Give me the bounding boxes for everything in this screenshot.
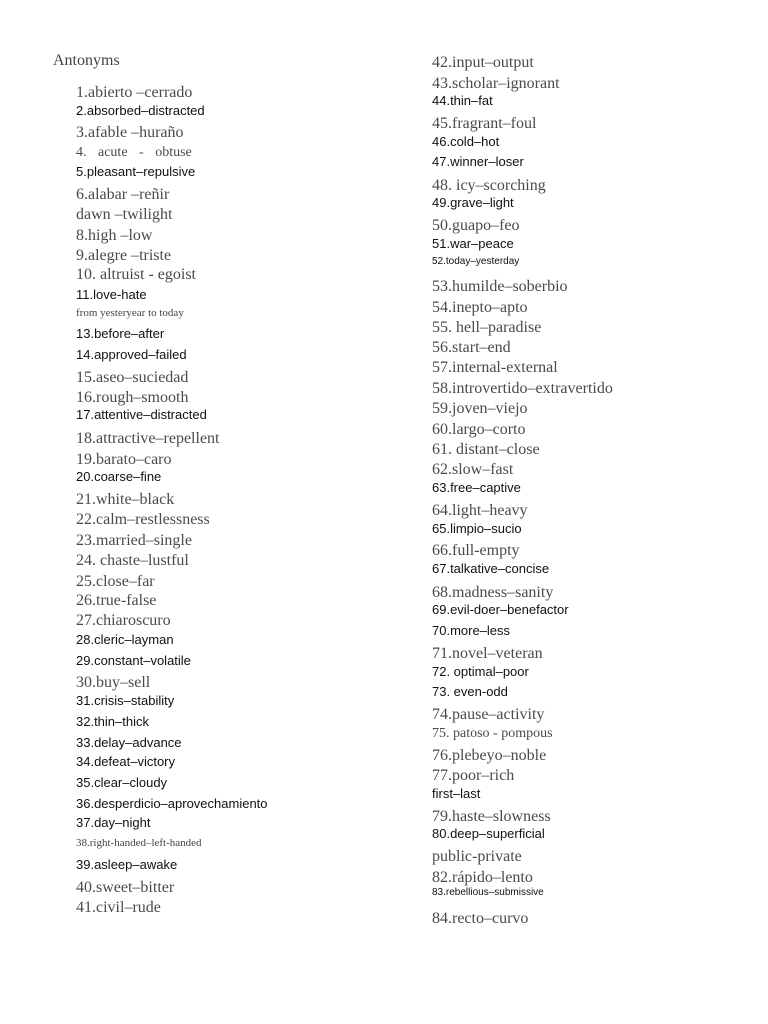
- list-item: 29.constant–volatile: [76, 653, 191, 668]
- list-item: 5.pleasant–repulsive: [76, 164, 196, 179]
- list-item: 41.civil–rude: [76, 899, 161, 916]
- list-item: 50.guapo–feo: [432, 217, 520, 234]
- list-item: 58.introvertido–extravertido: [432, 380, 613, 397]
- list-item: 40.sweet–bitter: [76, 879, 175, 896]
- list-item: 8.high –low: [76, 227, 153, 244]
- list-item: 66.full-empty: [432, 542, 520, 559]
- list-item: 48. icy–scorching: [432, 177, 546, 194]
- list-item: 23.married–single: [76, 532, 192, 549]
- list-item: 56.start–end: [432, 339, 511, 356]
- list-item: 84.recto–curvo: [432, 910, 529, 927]
- list-item: 25.close–far: [76, 573, 155, 590]
- list-item: public-private: [432, 848, 522, 865]
- list-item: 51.war–peace: [432, 236, 514, 251]
- list-item: 69.evil-doer–benefactor: [432, 602, 569, 617]
- list-item: 17.attentive–distracted: [76, 407, 207, 422]
- list-item: 54.inepto–apto: [432, 299, 528, 316]
- list-item: 68.madness–sanity: [432, 584, 554, 601]
- list-item: 30.buy–sell: [76, 674, 151, 691]
- list-item: 6.alabar –reñir: [76, 186, 170, 203]
- list-item: 46.cold–hot: [432, 134, 500, 149]
- list-item: 20.coarse–fine: [76, 469, 162, 484]
- list-item: 72. optimal–poor: [432, 664, 529, 679]
- list-item: 67.talkative–concise: [432, 561, 550, 576]
- list-item: 60.largo–corto: [432, 421, 526, 438]
- list-item: 61. distant–close: [432, 441, 540, 458]
- list-item: 28.cleric–layman: [76, 632, 174, 647]
- list-item: 24. chaste–lustful: [76, 552, 189, 569]
- list-item: 45.fragrant–foul: [432, 115, 537, 132]
- list-item: 74.pause–activity: [432, 706, 545, 723]
- list-item: 82.rápido–lento: [432, 869, 533, 886]
- list-item: 9.alegre –triste: [76, 247, 172, 264]
- list-item: 10. altruist - egoist: [76, 266, 196, 283]
- list-item: 80.deep–superficial: [432, 826, 545, 841]
- list-item: 43.scholar–ignorant: [432, 75, 560, 92]
- list-item: 79.haste–slowness: [432, 808, 551, 825]
- list-item: 64.light–heavy: [432, 502, 528, 519]
- list-item: dawn –twilight: [76, 206, 173, 223]
- list-item: 57.internal-external: [432, 359, 558, 376]
- list-item: 16.rough–smooth: [76, 389, 189, 406]
- list-item: 73. even-odd: [432, 684, 508, 699]
- list-item: 11.love-hate: [76, 287, 147, 302]
- list-item: 14.approved–failed: [76, 347, 187, 362]
- list-item: 76.plebeyo–noble: [432, 747, 547, 764]
- list-item: 1.abierto –cerrado: [76, 84, 193, 101]
- list-item: 52.today–yesterday: [432, 256, 520, 267]
- list-item: 27.chiaroscuro: [76, 612, 171, 629]
- list-item: 22.calm–restlessness: [76, 511, 210, 528]
- list-item: 39.asleep–awake: [76, 857, 178, 872]
- list-item: 33.delay–advance: [76, 735, 182, 750]
- list-item: 62.slow–fast: [432, 461, 514, 478]
- list-item: 26.true-false: [76, 592, 157, 609]
- list-item: 59.joven–viejo: [432, 400, 528, 417]
- list-item: 65.limpio–sucio: [432, 521, 522, 536]
- list-item: 47.winner–loser: [432, 154, 524, 169]
- list-item: 77.poor–rich: [432, 767, 515, 784]
- list-item: 83.rebellious–submissive: [432, 887, 544, 898]
- list-item: 31.crisis–stability: [76, 693, 175, 708]
- list-item: 53.humilde–soberbio: [432, 278, 568, 295]
- list-item: first–last: [432, 786, 481, 801]
- list-item: 15.aseo–suciedad: [76, 369, 189, 386]
- list-item: 35.clear–cloudy: [76, 775, 168, 790]
- list-item: 2.absorbed–distracted: [76, 103, 205, 118]
- list-item: 34.defeat–victory: [76, 754, 176, 769]
- list-item: from yesteryear to today: [76, 307, 184, 319]
- list-item: 38.right-handed–left-handed: [76, 837, 202, 849]
- list-item: 49.grave–light: [432, 195, 514, 210]
- list-item: 70.more–less: [432, 623, 511, 638]
- list-item: 4. acute - obtuse: [76, 145, 192, 160]
- list-item: 19.barato–caro: [76, 451, 172, 468]
- list-item: 44.thin–fat: [432, 93, 493, 108]
- list-item: 75. patoso - pompous: [432, 726, 553, 741]
- list-item: 37.day–night: [76, 815, 151, 830]
- list-item: 36.desperdicio–aprovechamiento: [76, 796, 268, 811]
- list-item: 13.before–after: [76, 326, 165, 341]
- list-item: 32.thin–thick: [76, 714, 149, 729]
- page-title: Antonyms: [53, 52, 120, 69]
- list-item: 21.white–black: [76, 491, 175, 508]
- list-item: 42.input–output: [432, 54, 534, 71]
- list-item: 3.afable –huraño: [76, 124, 184, 141]
- list-item: 63.free–captive: [432, 480, 521, 495]
- list-item: 18.attractive–repellent: [76, 430, 220, 447]
- list-item: 71.novel–veteran: [432, 645, 543, 662]
- list-item: 55. hell–paradise: [432, 319, 542, 336]
